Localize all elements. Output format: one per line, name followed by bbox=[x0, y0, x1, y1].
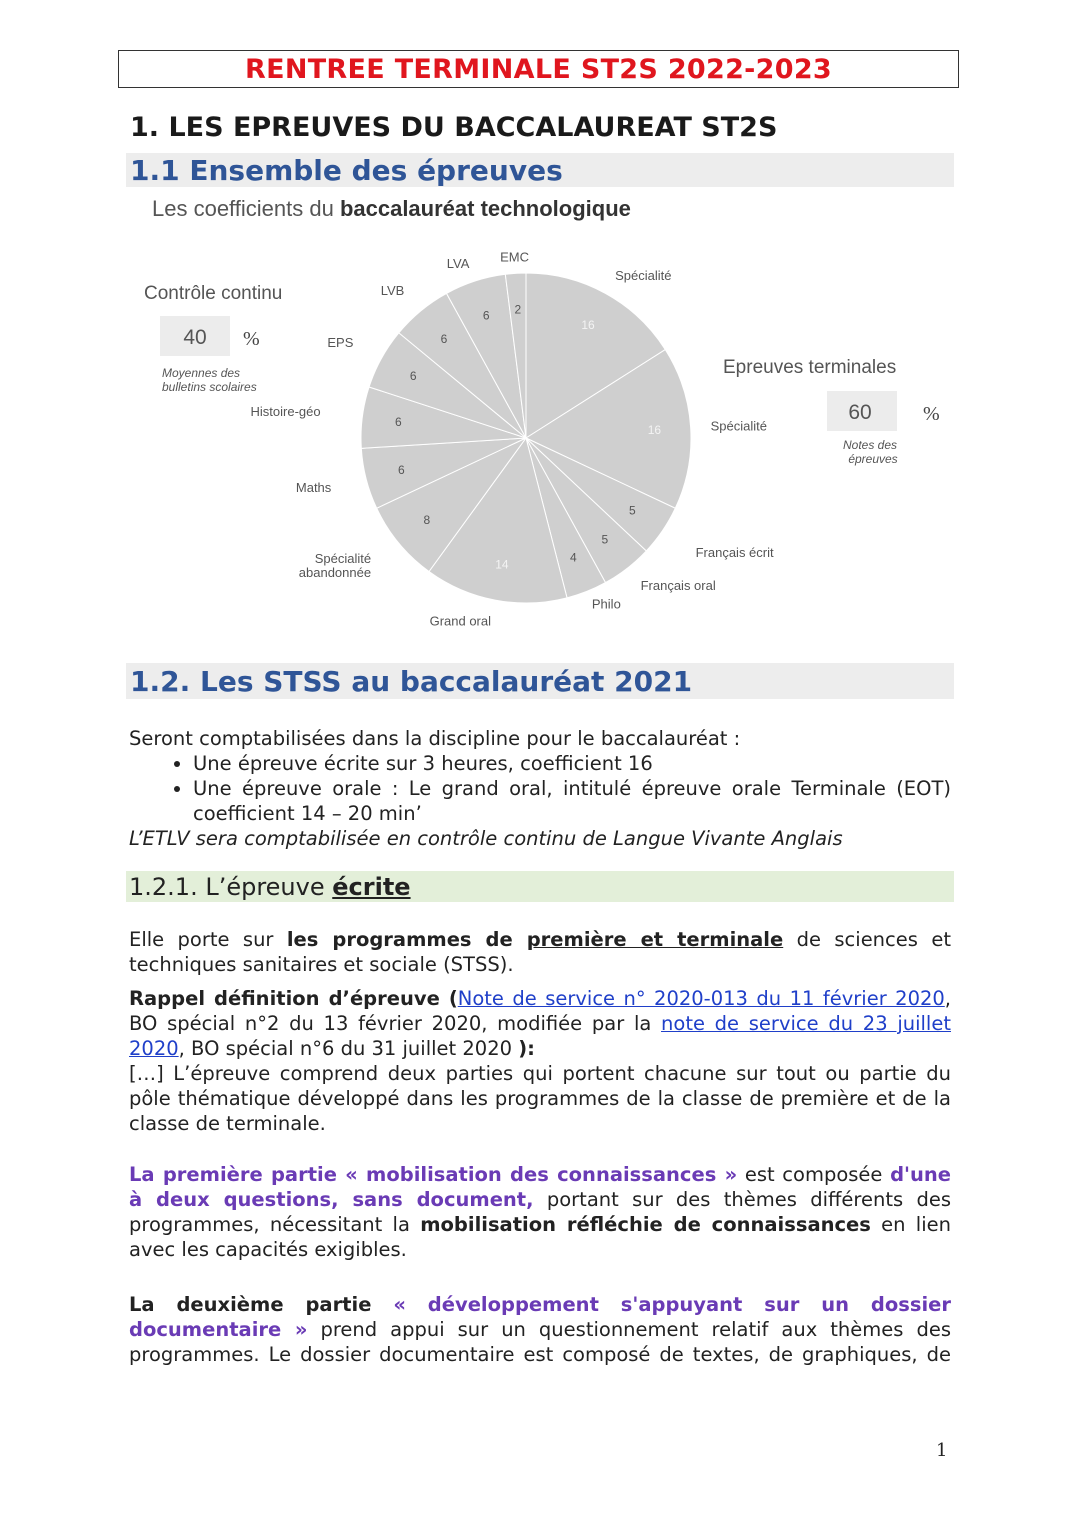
pie-value-label: 6 bbox=[394, 414, 402, 429]
etlv-note: L’ETLV sera comptabilisée en contrôle continu de Langue Vivante Anglais bbox=[129, 827, 843, 850]
note-de-service-link[interactable]: Note de service n° 2020-013 du 11 février 2020 bbox=[457, 987, 945, 1010]
list-item: • Une épreuve écrite sur 3 heures, coefficient 16 bbox=[193, 751, 951, 776]
coefficients-pie-chart bbox=[130, 190, 950, 645]
controle-continu-note-line1: Moyennes des bbox=[162, 366, 241, 380]
pie-category-label: Maths bbox=[295, 480, 332, 495]
pie-category-label: Spécialité bbox=[314, 551, 372, 567]
epreuves-terminales-note-line1: Notes des bbox=[842, 438, 898, 452]
pie-value-label: 4 bbox=[570, 550, 577, 565]
pie-value-label: 2 bbox=[514, 302, 522, 317]
paragraph-definition: Rappel définition d’épreuve (Note de service n° 2020-013 du 11 février 2020, BO spécial n°2 du 13 février 2020, modifiée par la note de service du 23 juillet 2020, BO spécial n°6 du 31 juillet 2020 ): […] L’épreuve comprend deux parties qui portent chacune sur tout ou partie du pôle thématique développé dans les programmes de la classe de première et de la classe de terminale. bbox=[129, 987, 951, 1135]
epreuves-terminales-value: 60 bbox=[848, 401, 872, 424]
section-heading-1-2-1: 1.2.1. L’épreuve écrite bbox=[126, 871, 954, 902]
epreuves-terminales-label: Epreuves terminales bbox=[723, 357, 897, 378]
pie-category-label: Histoire-géo bbox=[250, 404, 321, 420]
controle-continu-unit: % bbox=[243, 328, 260, 350]
controle-continu-value: 40 bbox=[183, 326, 207, 349]
pie-category-label: Philo bbox=[591, 596, 621, 612]
pie-value-label: 6 bbox=[397, 463, 405, 477]
pie-value-label: 6 bbox=[440, 331, 448, 346]
epreuves-terminales-note-line2: épreuves bbox=[848, 452, 898, 466]
pie-category-label: abandonnée bbox=[298, 565, 372, 581]
intro-text: Seront comptabilisées dans la discipline pour le baccalauréat : bbox=[129, 727, 741, 750]
chart-title: Les coefficients du baccalauréat technologique bbox=[152, 196, 631, 221]
list-item: • Une épreuve orale : Le grand oral, intitulé épreuve orale Terminale (EOT) coefficient 14 – 20 min’ bbox=[193, 776, 951, 826]
section-heading-1-1: 1.1 Ensemble des épreuves bbox=[126, 153, 954, 187]
pie-value-label: 14 bbox=[495, 557, 509, 572]
paragraph-deuxieme-partie: La deuxième partie « développement s'appuyant sur un dossier documentaire » prend appui sur un questionnement relatif aux thèmes des programmes. Le dossier documentaire est composé de textes, de graphiques, de bbox=[129, 1293, 951, 1366]
pie-category-label: EMC bbox=[500, 249, 530, 265]
document-title: RENTREE TERMINALE ST2S 2022-2023 bbox=[118, 50, 959, 88]
section-heading-1-2: 1.2. Les STSS au baccalauréat 2021 bbox=[126, 663, 954, 699]
main-heading: 1. LES EPREUVES DU BACCALAUREAT ST2S bbox=[130, 112, 778, 143]
pie-category-label: Spécialité bbox=[710, 418, 767, 434]
controle-continu-note-line2: bulletins scolaires bbox=[162, 380, 257, 394]
pie-value-label: 16 bbox=[581, 318, 595, 333]
pie-value-label: 6 bbox=[482, 308, 490, 323]
pie-category-label: EPS bbox=[327, 335, 354, 351]
pie-value-label: 5 bbox=[601, 532, 609, 547]
pie-value-label: 8 bbox=[423, 513, 431, 527]
pie-category-label: Grand oral bbox=[429, 613, 491, 629]
stss-intro-block bbox=[129, 726, 951, 851]
epreuves-list bbox=[129, 751, 951, 826]
paragraph-premiere-partie: La première partie « mobilisation des connaissances » est composée d'une à deux questions, sans document, portant sur des thèmes différents des programmes, nécessitant la mobilisation réfléchie de connaissances en lien avec les capacités exigibles. bbox=[129, 1163, 951, 1261]
pie-value-label: 5 bbox=[629, 503, 636, 518]
pie-slices bbox=[361, 273, 691, 603]
pie-value-label: 16 bbox=[647, 422, 662, 437]
paragraph-programmes: Elle porte sur les programmes de première et terminale de sciences et techniques sanitaires et sociale (STSS). bbox=[129, 928, 951, 976]
page-number: 1 bbox=[936, 1440, 948, 1461]
pie-value-label: 6 bbox=[409, 369, 417, 383]
controle-continu-label: Contrôle continu bbox=[144, 283, 283, 304]
epreuves-terminales-unit: % bbox=[923, 403, 940, 425]
pie-category-label: Français écrit bbox=[695, 545, 774, 561]
pie-category-label: Français oral bbox=[640, 577, 716, 593]
pie-category-label: LVB bbox=[380, 282, 405, 298]
note-de-service-juillet-link[interactable]: note de service du 23 juillet 2020 bbox=[129, 1012, 951, 1060]
pie-category-label: LVA bbox=[446, 256, 470, 271]
pie-category-label: Spécialité bbox=[615, 267, 672, 283]
